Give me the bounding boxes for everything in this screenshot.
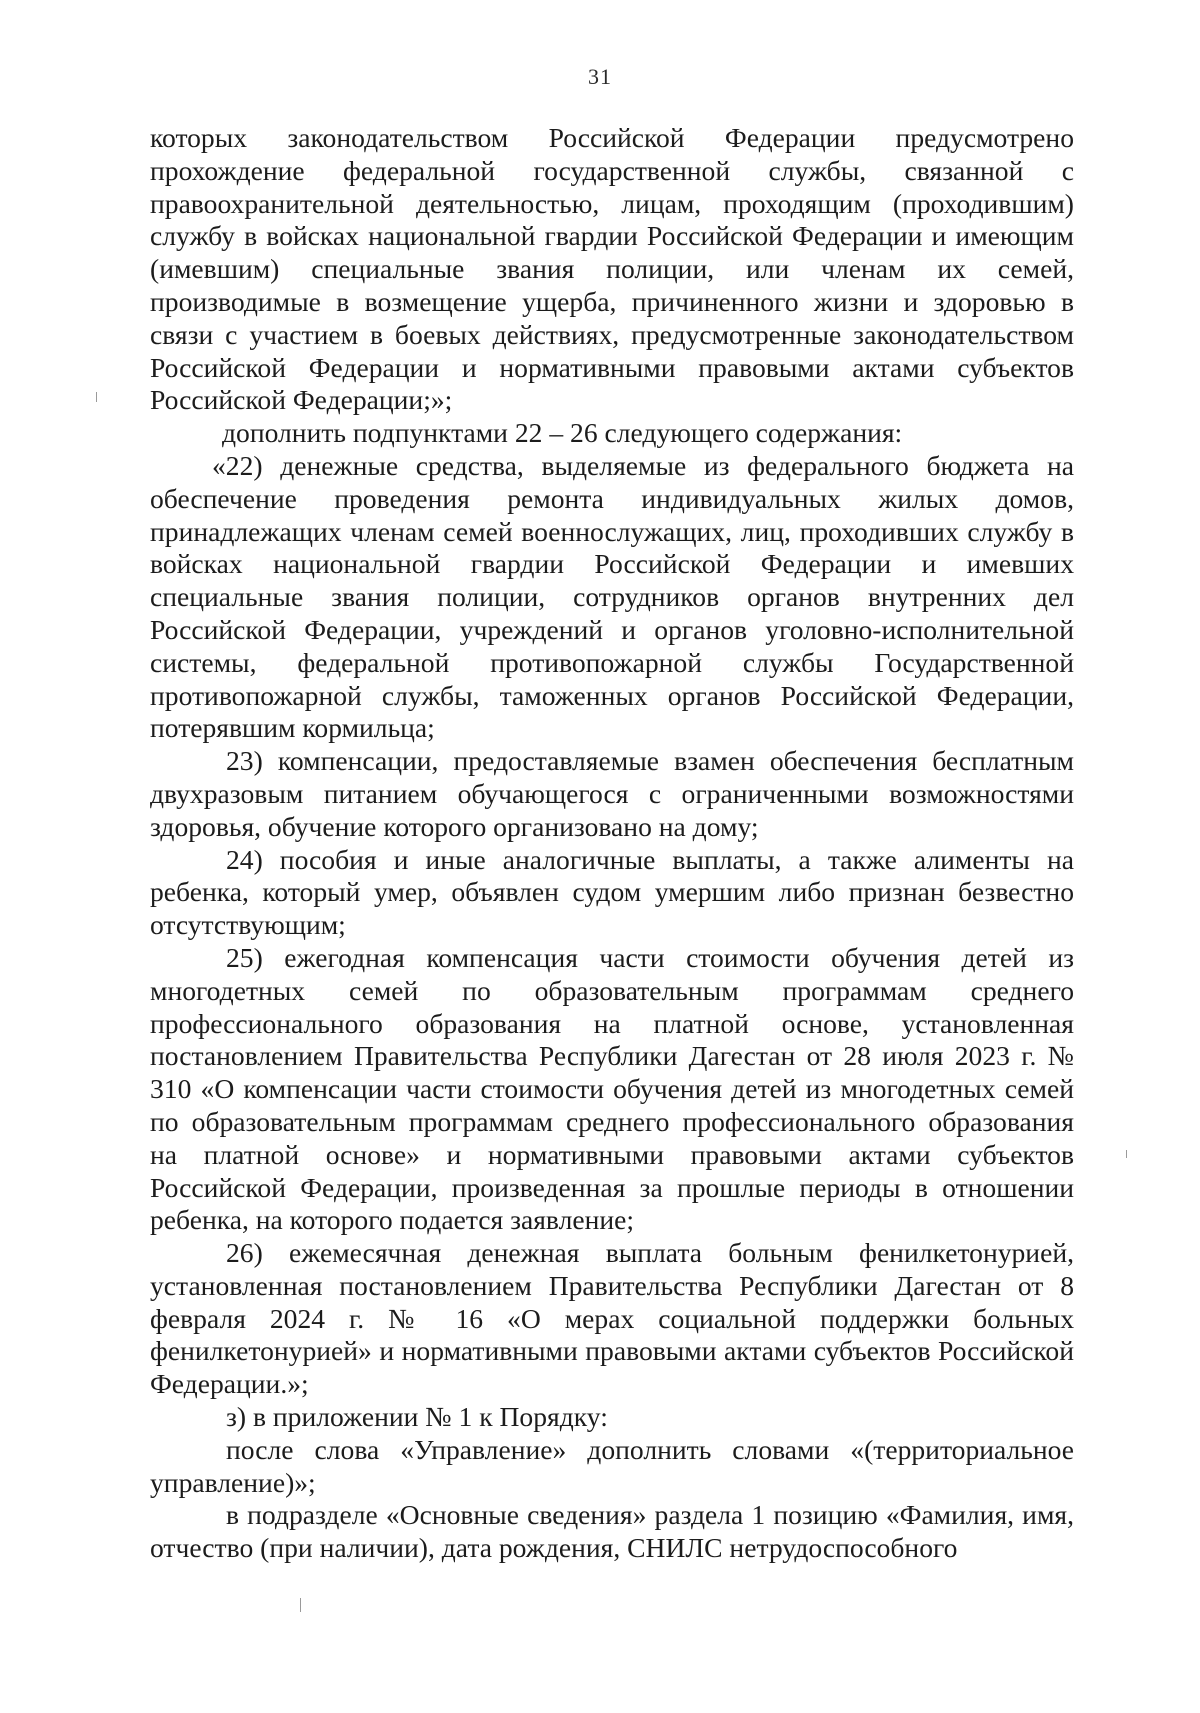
paragraph-addition-intro: дополнить подпунктами 22 – 26 следующего содержания: <box>222 417 903 449</box>
paragraph-item-24: 24) пособия и иные аналогичные выплаты, а также алименты на ребенка, который умер, объявлен судом умершим либо признан безвестно отсутствующим; <box>150 843 1074 941</box>
paragraph-item-22: «22) денежные средства, выделяемые из федерального бюджета на обеспечение проведения ремонта индивидуальных жилых домов, принадлежащих членам семей военнослужащих, лиц, проходивших службу в войсках национальной гвардии Российской Федерации и имевших специальные звания полиции, сотрудников органов внутренних дел Российской Федерации, учреждений и органов уголовно-исполнительной системы, федеральной противопожарной службы Государственной противопожарной службы, таможенных органов Российской Федерации, потерявшим кормильца; <box>150 449 1074 744</box>
scan-speck <box>1126 1150 1127 1158</box>
scan-speck <box>300 1598 301 1612</box>
paragraph-subitem-z: з) в приложении № 1 к Порядку: <box>226 1401 608 1433</box>
paragraph-continuation: которых законодательством Российской Федерации предусмотрено прохождение федеральной государственной службы, связанной с правоохранительной деятельностью, лицам, проходящим (проходившим) службу в войсках национальной гвардии Российской Федерации и имеющим (имевшим) специальные звания полиции, или членам их семей, производимые в возмещение ущерба, причиненного жизни и здоровью в связи с участием в боевых действиях, предусмотренные законодательством Российской Федерации и нормативными правовыми актами субъектов Российской Федерации;»; <box>150 122 1074 416</box>
scan-speck <box>96 392 97 402</box>
paragraph-item-25: 25) ежегодная компенсация части стоимости обучения детей из многодетных семей по образовательным программам среднего профессионального образования на платной основе, установленная постановлением Правительства Республики Дагестан от 28 июля 2023 г. № 310 «О компенсации части стоимости обучения детей из многодетных семей по образовательным программам среднего профессионального образования на платной основе» и нормативными правовыми актами субъектов Российской Федерации, произведенная за прошлые периоды в отношении ребенка, на которого подается заявление; <box>150 941 1074 1236</box>
paragraph-subsection: в подразделе «Основные сведения» раздела 1 позицию «Фамилия, имя, отчество (при наличии), дата рождения, СНИЛС нетрудоспособного <box>150 1499 1074 1564</box>
paragraph-item-26: 26) ежемесячная денежная выплата больным фенилкетонурией, установленная постановлением Правительства Республики Дагестан от 8 февраля 2024 г. № 16 «О мерах социальной поддержки больных фенилкетонурией» и нормативными правовыми актами субъектов Российской Федерации.»; <box>150 1237 1074 1400</box>
document-body <box>150 122 1074 1565</box>
paragraph-item-23: 23) компенсации, предоставляемые взамен обеспечения бесплатным двухразовым питанием обучающегося с ограниченными возможностями здоровья, обучение которого организовано на дому; <box>150 745 1074 842</box>
page-number: 31 <box>588 64 612 89</box>
paragraph-after-word: после слова «Управление» дополнить словами «(территориальное управление)»; <box>150 1433 1074 1498</box>
